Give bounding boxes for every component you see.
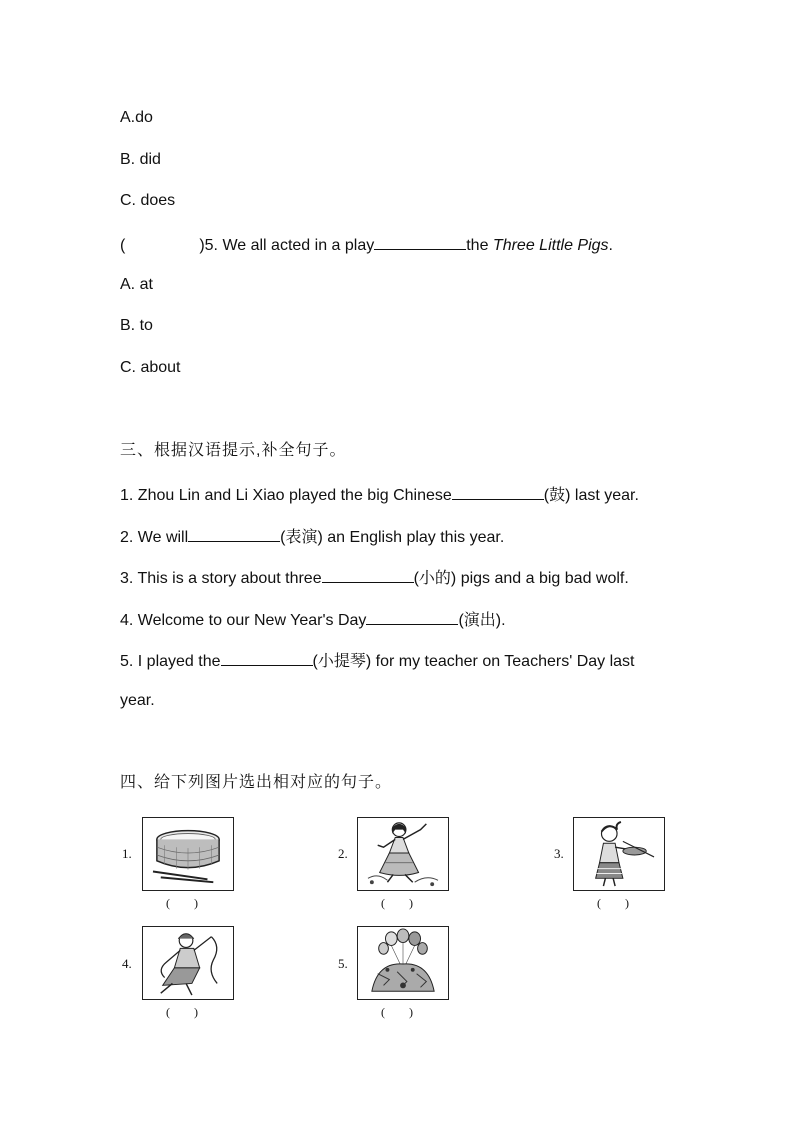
s3-s3-post: (小的) pigs and a big bad wolf. xyxy=(413,570,629,587)
q5-stem-mid: the xyxy=(466,237,493,254)
s3-s3-pre: 3. This is a story about three xyxy=(120,570,322,587)
pic3-number: 3. xyxy=(554,846,564,861)
pic3-answer[interactable]: ( ) xyxy=(597,896,629,910)
s3-sentence-1 xyxy=(120,483,639,506)
balloon-celebration-icon xyxy=(357,926,449,1000)
s3-s2-pre: 2. We will xyxy=(120,529,189,546)
violin-girl-icon xyxy=(573,817,665,891)
q5-option-c: C. about xyxy=(120,359,181,376)
s3-s1-post: (鼓) last year. xyxy=(543,487,639,504)
s3-s4-blank[interactable] xyxy=(366,608,458,625)
q4-option-b: B. did xyxy=(120,151,161,168)
pic4-answer[interactable]: ( ) xyxy=(166,1005,198,1019)
drum-icon xyxy=(142,817,234,891)
s3-sentence-4 xyxy=(120,608,506,631)
s3-s2-post: (表演) an English play this year. xyxy=(280,529,505,546)
q4-option-c: C. does xyxy=(120,192,176,209)
section3-heading: 三、根据汉语提示,补全句子。 xyxy=(120,442,347,459)
s3-sentence-2 xyxy=(120,525,504,548)
s3-s5-blank[interactable] xyxy=(221,649,313,666)
s3-s3-blank[interactable] xyxy=(322,566,414,583)
s3-sentence-3 xyxy=(120,566,629,589)
pic1-answer[interactable]: ( ) xyxy=(166,896,198,910)
pic2-answer[interactable]: ( ) xyxy=(381,896,413,910)
q5-blank[interactable] xyxy=(374,233,466,250)
s3-s1-blank[interactable] xyxy=(452,483,544,500)
s3-s1-pre: 1. Zhou Lin and Li Xiao played the big Chinese xyxy=(120,487,452,504)
q5-option-b: B. to xyxy=(120,317,153,334)
s3-s4-pre: 4. Welcome to our New Year's Day xyxy=(120,612,367,629)
pic5-answer[interactable]: ( ) xyxy=(381,1005,413,1019)
s3-sentence-5-cont: year. xyxy=(120,692,155,709)
q5-stem-pre: )5. We all acted in a play xyxy=(199,237,375,254)
pic2-number: 2. xyxy=(338,846,348,861)
s3-s2-blank[interactable] xyxy=(188,525,280,542)
q5-option-a: A. at xyxy=(120,276,153,293)
s3-s4-post: (演出). xyxy=(458,612,506,629)
section4-heading: 四、给下列图片选出相对应的句子。 xyxy=(120,774,393,791)
dancing-girl-icon xyxy=(357,817,449,891)
ribbon-dancer-icon xyxy=(142,926,234,1000)
pic1-number: 1. xyxy=(122,846,132,861)
q5-stem xyxy=(120,233,613,256)
s3-s5-post: (小提琴) for my teacher on Teachers' Day last xyxy=(312,653,635,670)
q5-stem-end: . xyxy=(608,237,613,254)
s3-sentence-5 xyxy=(120,649,635,672)
q4-option-a: A.do xyxy=(120,109,153,126)
pic4-number: 4. xyxy=(122,956,132,971)
pic5-number: 5. xyxy=(338,956,348,971)
q5-stem-title: Three Little Pigs xyxy=(492,237,609,254)
q5-answer-open-paren: ( xyxy=(120,237,126,254)
s3-s5-pre: 5. I played the xyxy=(120,653,221,670)
